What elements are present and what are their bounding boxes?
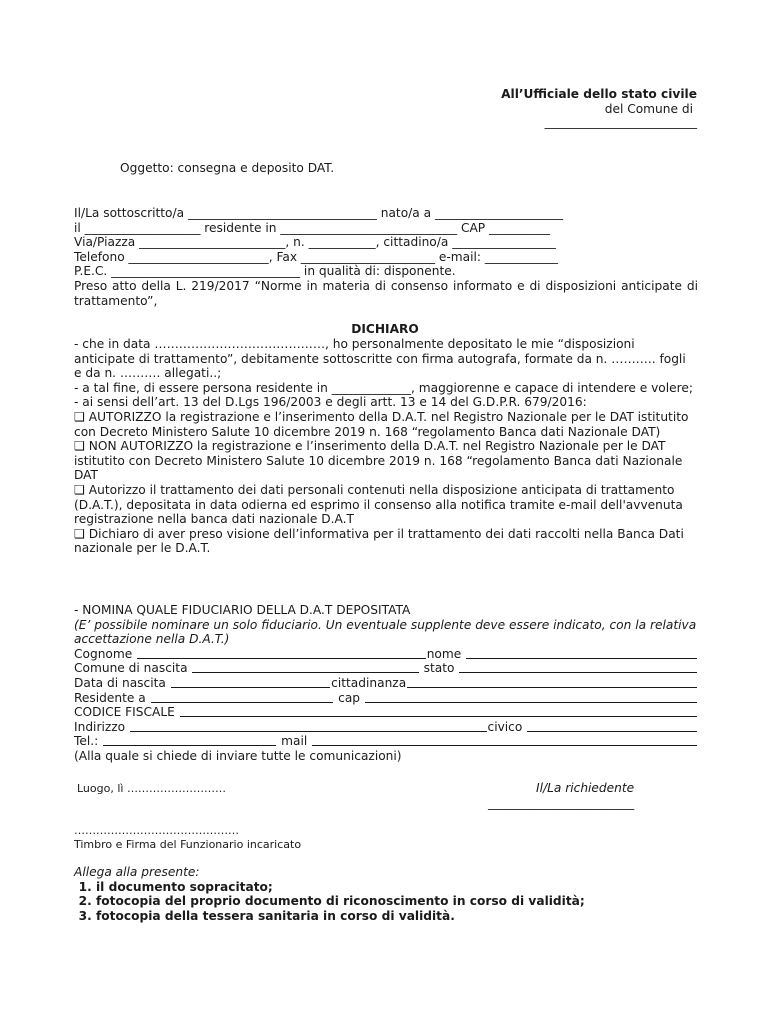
personal-line-birth: il ___________________ residente in _____________________________ CAP __________	[74, 220, 550, 235]
funzionario-signature-line[interactable]: ………………………………………	[74, 824, 239, 837]
allegati-title: Allega alla presente:	[74, 865, 200, 879]
input-residente[interactable]	[151, 691, 334, 703]
input-cittadinanza[interactable]	[407, 676, 697, 688]
input-stato[interactable]	[459, 661, 697, 673]
label-indirizzo: Indirizzo	[74, 719, 129, 734]
fiduciario-footer: (Alla quale si chiede di inviare tutte le comunicazioni)	[74, 748, 402, 763]
dichiaro-residence: - a tal fine, di essere persona residente in _____________, maggiorenne e capace di intendere e volere;	[74, 380, 693, 395]
input-mail[interactable]	[312, 734, 697, 746]
allegato-item: 1. il documento sopracitato;	[96, 880, 694, 895]
personal-line-address: Via/Piazza ________________________, n. ___________, cittadino/a _________________	[74, 235, 556, 250]
allegato-item: 2. fotocopia del proprio documento di riconoscimento in corso di validità;	[96, 894, 694, 909]
input-indirizzo[interactable]	[130, 720, 487, 732]
dichiaro-privacy: - ai sensi dell’art. 13 del D.Lgs 196/2003 e degli artt. 13 e 14 del G.D.P.R. 679/2016:	[74, 395, 587, 410]
input-cognome[interactable]	[137, 647, 426, 659]
checkbox-non-autorizzo[interactable]: ❑ NON AUTORIZZO la registrazione e l’inserimento della D.A.T. nel Registro Nazionale per le DAT istitutito con Decreto Ministero Salute 10 dicembre 2019 n. 168 “regolamento Banca dati Nazionale DAT	[74, 439, 683, 483]
label-comune-nascita: Comune di nascita	[74, 661, 192, 676]
label-data-nascita: Data di nascita	[74, 675, 170, 690]
allegati-section	[74, 865, 694, 923]
personal-line-pec: P.E.C. _______________________________ in qualità di: disponente.	[74, 264, 456, 279]
fiduciario-section	[74, 603, 698, 764]
label-stato: stato	[419, 661, 459, 676]
input-tel[interactable]	[103, 734, 276, 746]
subject-line: Oggetto: consegna e deposito DAT.	[120, 161, 335, 175]
checkbox-autorizzo-trattamento[interactable]: ❑ Autorizzo il trattamento dei dati personali contenuti nella disposizione anticipata di trattamento (D.A.T.), depositata in data odierna ed esprimo il consenso alla notifica tramite e-mail dell'avvenuta registrazione nella banca dati nazionale D.A.T	[74, 482, 683, 527]
checkbox-autorizzo[interactable]: ❑ AUTORIZZO la registrazione e l’inserimento della D.A.T. nel Registro Nazionale per le DAT istitutito con Decreto Ministero Salute 10 dicembre 2019 n. 168 “regolamento Banca dati Nazionale DAT)	[74, 409, 689, 439]
field-cognome	[74, 647, 698, 662]
field-indirizzo	[74, 720, 698, 735]
label-nome: nome	[426, 646, 466, 661]
fiduciario-title: - NOMINA QUALE FIDUCIARIO DELLA D.A.T DEPOSITATA	[74, 603, 411, 617]
allegato-item: 3. fotocopia della tessera sanitaria in corso di validità.	[96, 909, 694, 924]
recipient-title: All’Ufficiale dello stato civile	[501, 87, 697, 101]
richiedente-signature-line[interactable]: ________________________	[488, 796, 635, 810]
field-comune-nascita	[74, 661, 698, 676]
fiduciario-note: (E’ possibile nominare un solo fiduciario. Un eventuale supplente deve essere indicato, con la relativa accettazione nella D.A.T.)	[74, 617, 697, 647]
input-civico[interactable]	[527, 720, 697, 732]
allegati-list	[74, 880, 694, 924]
luogo-data: Luogo, lì ………………………	[77, 782, 226, 795]
label-tel: Tel.:	[74, 734, 103, 749]
personal-data-section	[74, 206, 698, 308]
recipient-comune: del Comune di	[604, 102, 693, 116]
input-cap[interactable]	[365, 691, 697, 703]
input-data-nascita[interactable]	[171, 676, 330, 688]
label-civico: civico	[487, 719, 527, 734]
label-cap: cap	[334, 690, 364, 705]
field-codice-fiscale	[74, 705, 698, 720]
input-nome[interactable]	[466, 647, 697, 659]
input-comune-nascita[interactable]	[192, 661, 418, 673]
law-reference: Preso atto della L. 219/2017 “Norme in materia di consenso informato e di disposizioni anticipate di trattamento”,	[74, 278, 698, 308]
label-mail: mail	[277, 734, 312, 749]
personal-line-name: Il/La sottoscritto/a _______________________________ nato/a a _____________________	[74, 206, 563, 220]
dichiaro-deposit: - che in data ……………………………………, ho personalmente depositato le mie “disposizioni anticipate di trattamento”, debitamente sottoscritte con firma autografa, formate da n. ……….. fogli e da n. ………. allegati..;	[74, 337, 686, 381]
input-codice-fiscale[interactable]	[180, 705, 697, 717]
field-tel	[74, 734, 698, 749]
richiedente-label: Il/La richiedente	[536, 781, 635, 795]
funzionario-label: Timbro e Firma del Funzionario incaricato	[74, 838, 302, 851]
field-residente	[74, 691, 698, 706]
label-cittadinanza: cittadinanza	[331, 675, 407, 690]
checkbox-informativa[interactable]: ❑ Dichiaro di aver preso visione dell’informativa per il trattamento dei dati raccolti nella Banca Dati nazionale per le D.A.T.	[74, 526, 684, 556]
label-codice-fiscale: CODICE FISCALE	[74, 705, 179, 720]
field-data-nascita	[74, 676, 698, 691]
recipient-comune-blank: _________________________	[544, 115, 697, 129]
dichiaro-section	[74, 337, 694, 556]
personal-line-contacts: Telefono _______________________, Fax ______________________ e-mail: ____________	[74, 249, 558, 264]
label-residente: Residente a	[74, 690, 150, 705]
label-cognome: Cognome	[74, 646, 137, 661]
dichiaro-title: DICHIARO	[351, 322, 419, 336]
